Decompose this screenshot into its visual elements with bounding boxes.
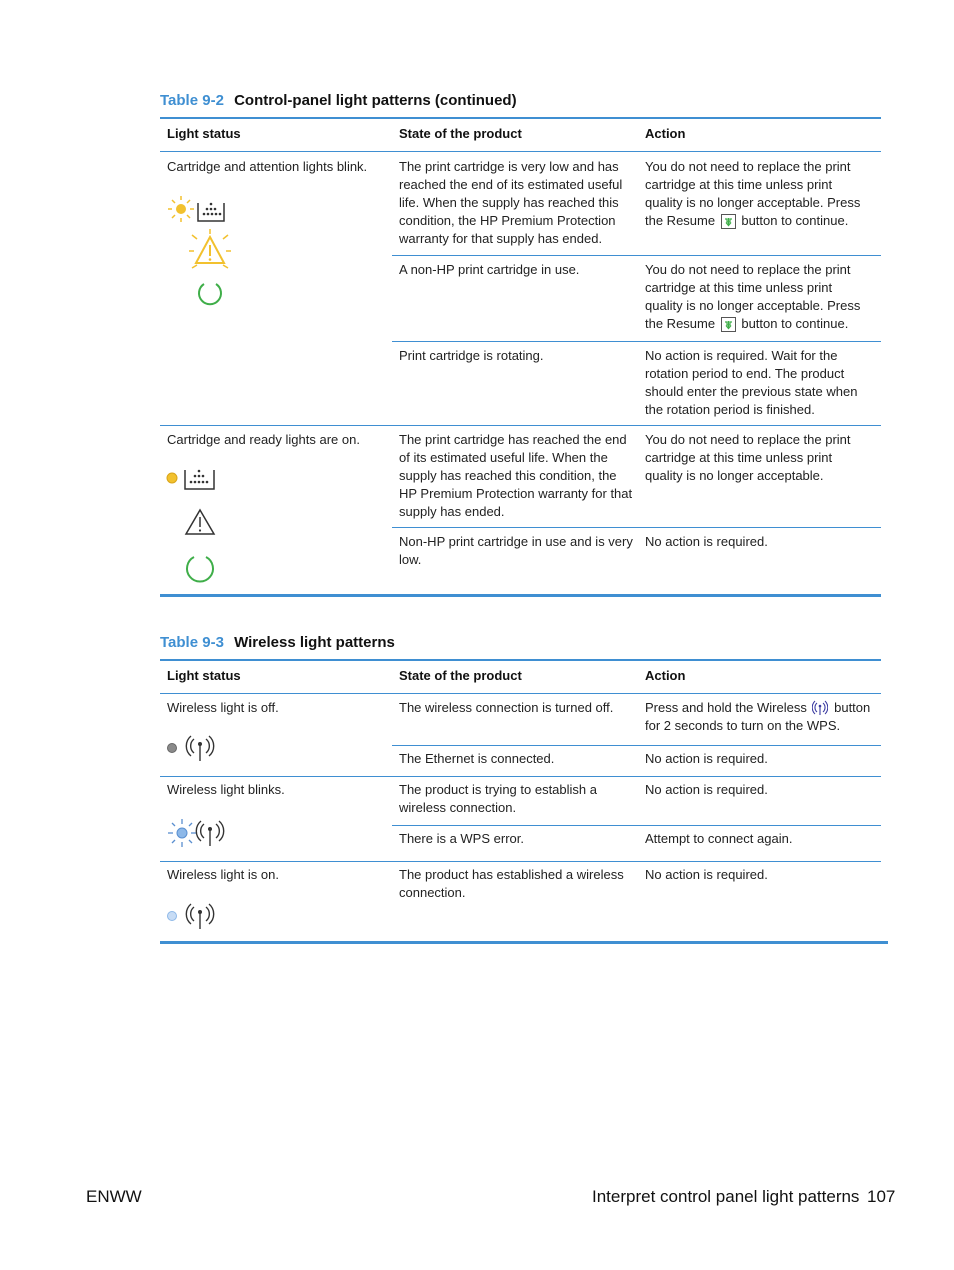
action-cell: You do not need to replace the print cartridge at this time unless print quality is no longer acceptable. <box>645 432 851 483</box>
row-rule <box>392 255 881 256</box>
wireless-light-blink-icon <box>167 816 227 850</box>
resume-button-icon <box>721 317 736 332</box>
state-cell: Non-HP print cartridge in use and is very low. <box>399 534 633 567</box>
header-light-status: Light status <box>167 668 241 683</box>
action-text: You do not need to replace the print cartridge at this time unless print quality is no longer acceptable. Press the Resume <box>645 159 861 228</box>
resume-button-icon <box>721 214 736 229</box>
action-cell: No action is required. <box>645 751 768 766</box>
ready-light-icon <box>184 553 216 585</box>
footer-left-label: ENWW <box>86 1187 142 1206</box>
wireless-light-off-icon <box>166 733 218 763</box>
light-status-cell: Cartridge and attention lights blink. <box>167 159 368 174</box>
table-9-2-caption <box>160 92 517 109</box>
light-status-cell: Cartridge and ready lights are on. <box>167 432 360 447</box>
action-text: button to continue. <box>741 316 849 331</box>
action-cell <box>645 699 873 735</box>
table-bottom-rule <box>160 941 888 944</box>
table-9-3 <box>160 659 881 947</box>
action-cell <box>645 261 873 333</box>
table-top-rule <box>160 117 881 119</box>
header-rule <box>160 151 881 152</box>
state-cell: The product has established a wireless connection. <box>399 867 624 900</box>
wireless-light-on-icon <box>166 901 218 931</box>
header-state: State of the product <box>399 126 522 141</box>
state-cell: The print cartridge has reached the end of its estimated useful life. When the supply has reached this condition, the HP Premium Protection warranty for that supply has ended. <box>399 432 633 519</box>
table-top-rule <box>160 659 881 661</box>
action-cell: No action is required. <box>645 867 768 882</box>
row-rule <box>392 745 881 746</box>
action-text: You do not need to replace the print cartridge at this time unless print quality is no longer acceptable. Press the Resume <box>645 262 861 331</box>
header-rule <box>160 693 881 694</box>
table-number: Table 9-2 <box>160 92 224 109</box>
table-9-2 <box>160 117 881 599</box>
table-bottom-rule <box>160 594 881 597</box>
action-cell: No action is required. <box>645 534 768 549</box>
row-rule <box>392 825 881 826</box>
cartridge-light-blink-icon <box>168 195 226 225</box>
action-text: button to continue. <box>741 213 849 228</box>
table-9-3-caption <box>160 634 395 651</box>
state-cell: The print cartridge is very low and has reached the end of its estimated useful life. When the supply has reached this condition, the HP Premium Protection warranty for that supply has ended. <box>399 159 623 246</box>
attention-triangle-blink-icon <box>188 229 232 271</box>
group-rule <box>160 861 881 862</box>
table-title: Wireless light patterns <box>234 634 395 651</box>
group-rule <box>160 776 881 777</box>
footer-section-title: Interpret control panel light patterns <box>592 1187 860 1206</box>
row-rule <box>392 341 881 342</box>
light-status-cell: Wireless light is off. <box>167 700 279 715</box>
action-text: button for 2 seconds to turn on the WPS. <box>645 700 871 733</box>
table-title: Control-panel light patterns (continued) <box>234 92 517 109</box>
action-cell <box>645 158 873 230</box>
light-status-cell: Wireless light is on. <box>167 867 279 882</box>
table-number: Table 9-3 <box>160 634 224 651</box>
action-cell: Attempt to connect again. <box>645 831 793 846</box>
header-action: Action <box>645 668 686 683</box>
header-light-status: Light status <box>167 126 241 141</box>
ready-light-icon <box>196 280 224 308</box>
action-cell: No action is required. <box>645 782 768 797</box>
cartridge-light-on-icon <box>165 466 217 492</box>
header-action: Action <box>645 126 686 141</box>
group-rule <box>160 425 881 426</box>
header-state: State of the product <box>399 668 522 683</box>
state-cell: Print cartridge is rotating. <box>399 348 544 363</box>
row-rule <box>392 527 881 528</box>
action-cell: No action is required. Wait for the rotation period to end. The product should enter the previous state when the rotation period is finished. <box>645 348 858 417</box>
light-status-cell: Wireless light blinks. <box>167 782 285 797</box>
attention-triangle-icon <box>184 508 216 536</box>
wireless-button-icon <box>812 700 828 716</box>
state-cell: The Ethernet is connected. <box>399 751 555 766</box>
action-text: Press and hold the Wireless <box>645 700 807 715</box>
state-cell: The wireless connection is turned off. <box>399 700 614 715</box>
page-number: 107 <box>867 1187 896 1206</box>
state-cell: A non-HP print cartridge in use. <box>399 262 580 277</box>
state-cell: The product is trying to establish a wireless connection. <box>399 782 597 815</box>
state-cell: There is a WPS error. <box>399 831 524 846</box>
